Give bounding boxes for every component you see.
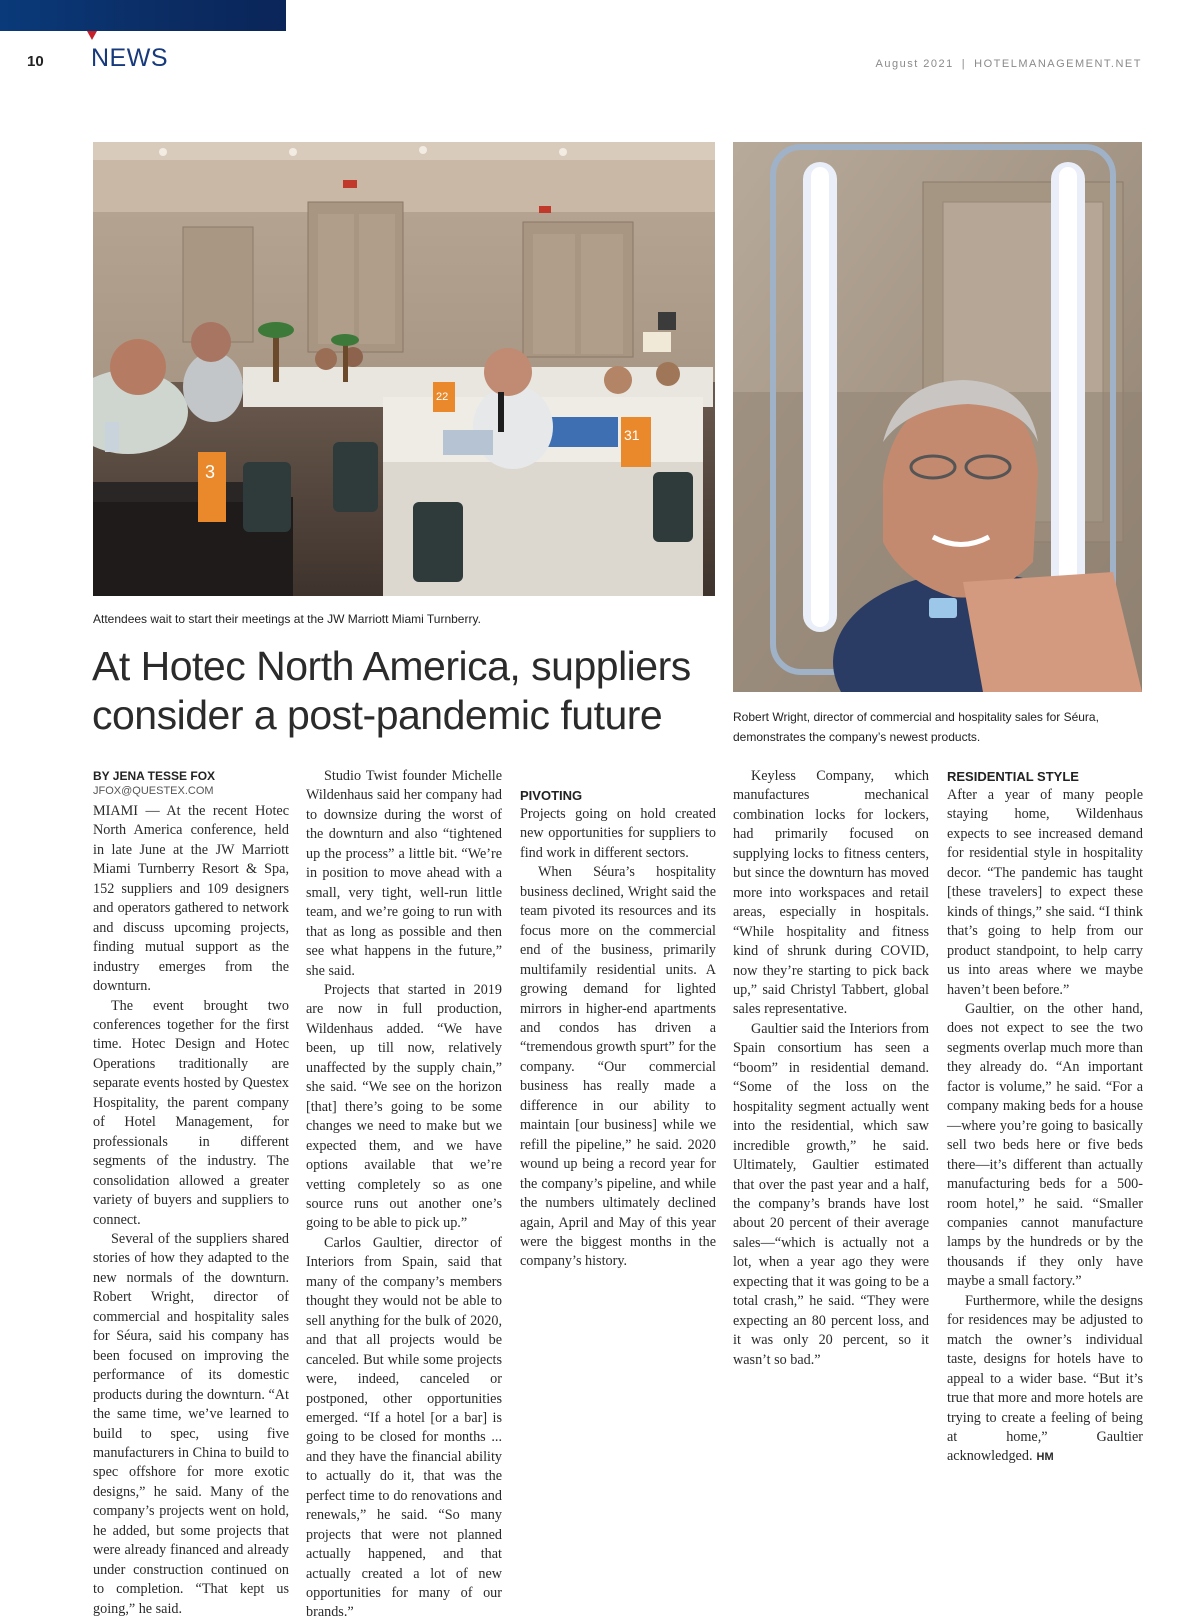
- header-color-bar: [0, 0, 286, 31]
- article-paragraph: Gaultier said the Interiors from Spain consortium has seen a “boom” in residential demand. “Some of the loss on the hospitality segment actually went into the residential, which saw incredible growth,” he said. Ultimately, Gaultier estimated that over the past year and a half, the company’s brands have lost about 20 percent of their average sales—“which is actually not a lot, when a year ago they were expecting that it was going to be a total crash,” he said. “They were expecting an 80 percent loss, and it was only 20 percent, so it wasn’t so bad.”: [733, 1020, 929, 1368]
- issue-separator: |: [961, 58, 967, 70]
- article-column-1: [93, 767, 289, 1619]
- section-title: NEWS: [91, 44, 168, 72]
- subhead-pivoting: PIVOTING: [520, 788, 583, 803]
- article-paragraph-text: Furthermore, while the designs for residences may be adjusted to match the owner’s individual taste, designs for hotels have to appeal to a wider base. “But it’s true that more and more hotels are trying to create a feeling of being at home,” Gaultier acknowledged.: [947, 1292, 1143, 1465]
- issue-info: [876, 58, 1143, 70]
- page-number: 10: [27, 53, 44, 70]
- header-red-marker: [87, 31, 97, 40]
- article-paragraph: Studio Twist founder Michelle Wildenhaus said her company had to downsize during the worst of the downturn and also “tightened up the process” a little bit. “We’re in position to move ahead with a small, very tight, well-run little team, and we’re going to run with that as long as possible and then see what happens in the future,” she said.: [306, 768, 502, 979]
- photo-caption-mirror: Robert Wright, director of commercial and hospitality sales for Séura, demonstrates the company’s newest products.: [733, 710, 1099, 744]
- article-column-2: [306, 767, 502, 1623]
- publication-site: HOTELMANAGEMENT.NET: [974, 58, 1142, 70]
- subhead-residential-style: RESIDENTIAL STYLE: [947, 769, 1079, 784]
- table-number-22: 22: [436, 391, 449, 403]
- author-email[interactable]: JFOX@QUESTEX.COM: [93, 785, 214, 797]
- photo-conference-hall: [93, 142, 715, 596]
- article-paragraph: Projects going on hold created new opportunities for suppliers to find work in different sectors.: [520, 806, 716, 861]
- issue-date: August 2021: [875, 58, 954, 70]
- article-paragraph: Projects that started in 2019 are now in full production, Wildenhaus added. “We have been, up till now, relatively unaffected by the supply chain,” she said. “We see on the horizon [that] there’s going to be some changes we need to make but we expected them, and we have options available that we’re vetting completely so as one source runs out another one’s going to be able to pick up.”: [306, 981, 502, 1232]
- photo-caption-conference: Attendees wait to start their meetings at the JW Marriott Miami Turnberry.: [93, 612, 481, 626]
- article-paragraph: MIAMI — At the recent Hotec North America conference, held in late June at the JW Marriott Miami Turnberry Resort & Spa, 152 suppliers and 109 designers and operators gathered to network and discuss upcoming projects, finding mutual support as the industry emerges from the downturn.: [93, 803, 289, 995]
- article-paragraph: When Séura’s hospitality business declined, Wright said the team pivoted its resources and its focus more on the commercial end of the business, primarily multifamily residential units. A growing demand for lighted mirrors in higher-end apartments and condos has driven a “tremendous growth spurt” for the company. “Our commercial business has really made a difference in our ability to maintain [our business] while we refill the pipeline,” he said. 2020 wound up being a record year for the company’s pipeline, and while the numbers ultimately declined again, April and May of this year were the biggest months in the company’s history.: [520, 864, 716, 1270]
- article-column-5: [947, 767, 1143, 1468]
- end-mark: HM: [1036, 1451, 1054, 1464]
- table-number-31: 31: [624, 427, 640, 443]
- article-paragraph: Gaultier, on the other hand, does not expect to see the two segments overlap much more than they already do. “An important factor is volume,” he said. “For a company making beds for a house—where you’re going to basically sell two beds here or five beds there—it’s different than actually manufacturing beds for a 500-room hotel,” he said. “Smaller companies cannot manufacture lamps by the hundreds or by the thousands if they only have maybe a small factory.”: [947, 1000, 1143, 1290]
- article-column-4: [733, 767, 929, 1370]
- article-column-3: [520, 767, 716, 1272]
- article-paragraph: Carlos Gaultier, director of Interiors from Spain, said that many of the company’s members thought they would not be able to sell anything for the bulk of 2020, and that all projects would be canceled. But while some projects were, indeed, canceled or postponed, other opportunities emerged. “If a hotel [or a bar] is going to be closed for months ... and they have the financial ability to actually do it, that was the perfect time to do renovations and renewals,” he said. “So many projects that were not planned actually happened, and that actually created a lot of new opportunities for many of our brands.”: [306, 1234, 502, 1621]
- byline: BY JENA TESSE FOX: [93, 769, 216, 783]
- article-paragraph: Keyless Company, which manufactures mechanical combination locks for lockers, had primarily focused on supplying locks to fitness centers, but since the downturn has moved more into workspaces and retail areas, especially in hospitals. “While hospitality and fitness kind of shrunk during COVID, now they’re starting to pick back up,” said Christyl Tabbert, global sales representative.: [733, 768, 929, 1018]
- article-paragraph: The event brought two conferences together for the first time. Hotec Design and Hotec Operations traditionally are separate events hosted by Questex Hospitality, the parent company of Hotel Management, for professionals in different segments of the industry. The consolidation allowed a greater variety of buyers and suppliers to connect.: [93, 997, 289, 1228]
- table-number-3: 3: [205, 462, 216, 482]
- article-paragraph-last: [947, 1292, 1143, 1468]
- article-paragraph: Several of the suppliers shared stories of how they adapted to the new normals of the downturn. Robert Wright, director of commercial and hospitality sales for Séura, said his company has been focused on improving the performance of its domestic products during the downturn. “At the same time, we’ve learned to build to spec, using five manufacturers in China to build to spec offshore for more exotic designs,” he said. Many of the company’s projects went on hold, he added, but some projects that were already financed and already under construction continued on to completion. “That kept us going,” he said.: [93, 1230, 289, 1617]
- article-headline: At Hotec North America, suppliers consider a post-pandemic future: [92, 643, 691, 738]
- photo-lighted-mirror: [733, 142, 1142, 692]
- article-paragraph: After a year of many people staying home, Wildenhaus expects to see increased demand for residential style in hospitality decor. “The pandemic has taught [these travelers] to expect these kinds of things,” she said. “I think that’s going to help from our product standpoint, to help carry us into areas where we maybe haven’t been before.”: [947, 787, 1143, 998]
